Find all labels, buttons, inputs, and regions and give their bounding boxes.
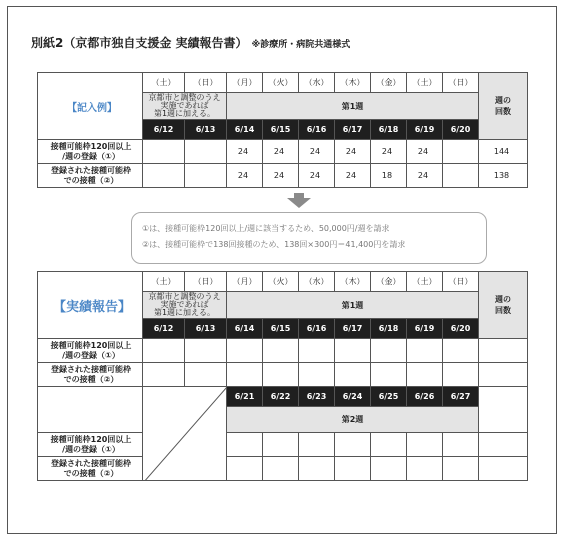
week-total-cell[interactable] — [479, 363, 528, 387]
date-cell: 6/27 — [443, 387, 479, 407]
week2-banner: 第2週 — [227, 407, 479, 433]
day-header: （日） — [443, 272, 479, 292]
document-title — [31, 34, 350, 51]
week-count-header: 週の 回数 — [479, 73, 528, 140]
day-header: （土） — [407, 272, 443, 292]
callout-line-1: ①は、接種可能枠120回以上/週に該当するため、50,000円/週を請求 — [142, 224, 390, 233]
row-label-slots: 接種可能枠120回以上 /週の登録（①） — [38, 140, 143, 164]
entry-cell[interactable] — [263, 433, 299, 457]
week2-count-blank — [479, 387, 528, 433]
week-total-cell[interactable] — [479, 433, 528, 457]
example-cell: 24 — [407, 140, 443, 164]
week2-blank-label — [38, 387, 143, 433]
explanation-callout — [131, 212, 487, 264]
pre-week-note: 京都市と調整のうえ 実施であれば 第1週に加える。 — [143, 292, 227, 319]
date-cell: 6/25 — [371, 387, 407, 407]
date-cell: 6/20 — [443, 120, 479, 140]
row-label-vaccinations: 登録された接種可能枠 での接種（②） — [38, 164, 143, 188]
entry-cell[interactable] — [371, 433, 407, 457]
title-main: 別紙2（京都市独自支援金 実績報告書） — [31, 36, 248, 50]
date-cell: 6/15 — [263, 319, 299, 339]
day-header: （木） — [335, 73, 371, 93]
day-header: （水） — [299, 272, 335, 292]
entry-cell[interactable] — [443, 339, 479, 363]
week-total-cell[interactable] — [479, 339, 528, 363]
example-cell — [185, 140, 227, 164]
entry-cell[interactable] — [335, 433, 371, 457]
report-table — [37, 271, 528, 481]
day-header: （金） — [371, 73, 407, 93]
entry-cell[interactable] — [143, 339, 185, 363]
day-header: （木） — [335, 272, 371, 292]
example-table — [37, 72, 528, 188]
entry-cell[interactable] — [335, 339, 371, 363]
day-header: （日） — [185, 272, 227, 292]
entry-cell[interactable] — [443, 457, 479, 481]
entry-cell[interactable] — [335, 457, 371, 481]
date-cell: 6/13 — [185, 120, 227, 140]
example-cell — [143, 164, 185, 188]
example-cell: 24 — [335, 140, 371, 164]
week-count-header: 週の 回数 — [479, 272, 528, 339]
example-cell: 24 — [371, 140, 407, 164]
example-cell: 24 — [263, 164, 299, 188]
day-header: （月） — [227, 272, 263, 292]
row-label-slots: 接種可能枠120回以上 /週の登録（①） — [38, 433, 143, 457]
entry-cell[interactable] — [263, 457, 299, 481]
entry-cell[interactable] — [227, 339, 263, 363]
diagonal-line — [143, 387, 227, 481]
date-cell: 6/12 — [143, 319, 185, 339]
entry-cell[interactable] — [299, 363, 335, 387]
entry-cell[interactable] — [443, 433, 479, 457]
row-label-vaccinations: 登録された接種可能枠 での接種（②） — [38, 363, 143, 387]
date-cell: 6/20 — [443, 319, 479, 339]
report-label: 【実績報告】 — [38, 272, 143, 339]
date-cell: 6/21 — [227, 387, 263, 407]
date-cell: 6/23 — [299, 387, 335, 407]
date-cell: 6/15 — [263, 120, 299, 140]
example-cell: 24 — [263, 140, 299, 164]
entry-cell[interactable] — [335, 363, 371, 387]
date-cell: 6/19 — [407, 120, 443, 140]
example-cell: 24 — [299, 164, 335, 188]
entry-cell[interactable] — [299, 457, 335, 481]
callout-line-2: ②は、接種可能枠で138回接種のため、138回×300円＝41,400円を請求 — [142, 240, 406, 249]
date-cell: 6/24 — [335, 387, 371, 407]
entry-cell[interactable] — [185, 339, 227, 363]
week1-banner: 第1週 — [227, 292, 479, 319]
day-header: （日） — [443, 73, 479, 93]
entry-cell[interactable] — [263, 363, 299, 387]
day-header: （土） — [143, 272, 185, 292]
date-cell: 6/16 — [299, 319, 335, 339]
day-header: （土） — [407, 73, 443, 93]
example-cell: 24 — [227, 164, 263, 188]
entry-cell[interactable] — [407, 339, 443, 363]
day-header: （日） — [185, 73, 227, 93]
example-cell — [443, 140, 479, 164]
row-label-slots: 接種可能枠120回以上 /週の登録（①） — [38, 339, 143, 363]
entry-cell[interactable] — [371, 363, 407, 387]
row-label-vaccinations: 登録された接種可能枠 での接種（②） — [38, 457, 143, 481]
entry-cell[interactable] — [227, 457, 263, 481]
date-cell: 6/17 — [335, 319, 371, 339]
entry-cell[interactable] — [185, 363, 227, 387]
pre-week-note: 京都市と調整のうえ 実施であれば 第1週に加える。 — [143, 93, 227, 120]
entry-cell[interactable] — [371, 339, 407, 363]
entry-cell[interactable] — [143, 363, 185, 387]
example-cell: 24 — [227, 140, 263, 164]
example-cell: 24 — [335, 164, 371, 188]
week1-banner: 第1週 — [227, 93, 479, 120]
date-cell: 6/26 — [407, 387, 443, 407]
example-cell — [185, 164, 227, 188]
entry-cell[interactable] — [407, 433, 443, 457]
example-cell — [143, 140, 185, 164]
day-header: （火） — [263, 272, 299, 292]
example-label: 【記入例】 — [38, 73, 143, 140]
example-cell: 24 — [299, 140, 335, 164]
entry-cell[interactable] — [443, 363, 479, 387]
date-cell: 6/13 — [185, 319, 227, 339]
example-cell: 24 — [407, 164, 443, 188]
diagonal-blank — [143, 387, 227, 481]
day-header: （月） — [227, 73, 263, 93]
week-total-cell[interactable] — [479, 457, 528, 481]
date-cell: 6/17 — [335, 120, 371, 140]
date-cell: 6/14 — [227, 120, 263, 140]
date-cell: 6/12 — [143, 120, 185, 140]
day-header: （火） — [263, 73, 299, 93]
entry-cell[interactable] — [263, 339, 299, 363]
date-cell: 6/14 — [227, 319, 263, 339]
entry-cell[interactable] — [227, 433, 263, 457]
entry-cell[interactable] — [227, 363, 263, 387]
example-cell: 18 — [371, 164, 407, 188]
example-week-total: 138 — [479, 164, 528, 188]
day-header: （水） — [299, 73, 335, 93]
day-header: （金） — [371, 272, 407, 292]
example-week-total: 144 — [479, 140, 528, 164]
date-cell: 6/18 — [371, 319, 407, 339]
entry-cell[interactable] — [299, 339, 335, 363]
entry-cell[interactable] — [407, 363, 443, 387]
example-cell — [443, 164, 479, 188]
entry-cell[interactable] — [407, 457, 443, 481]
date-cell: 6/19 — [407, 319, 443, 339]
date-cell: 6/18 — [371, 120, 407, 140]
date-cell: 6/22 — [263, 387, 299, 407]
day-header: （土） — [143, 73, 185, 93]
entry-cell[interactable] — [371, 457, 407, 481]
title-note: ※診療所・病院共通様式 — [251, 40, 351, 50]
down-arrow-icon — [287, 198, 311, 208]
date-cell: 6/16 — [299, 120, 335, 140]
entry-cell[interactable] — [299, 433, 335, 457]
